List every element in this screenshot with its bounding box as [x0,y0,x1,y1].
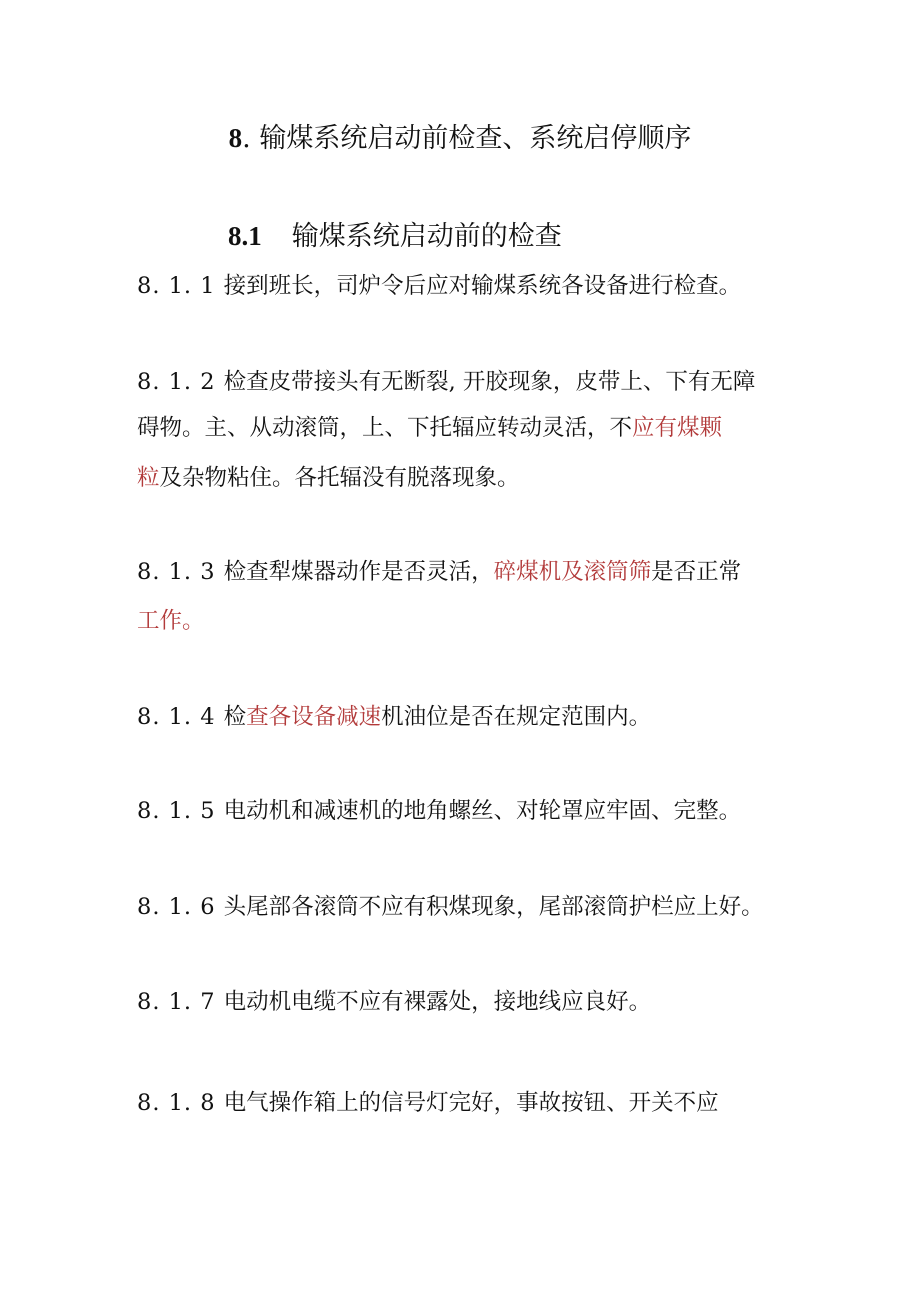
highlighted-text: 应有煤颗 [632,415,723,441]
item-8-1-2-line-2 [137,408,722,448]
section-heading [228,214,562,259]
item-8-1-3-line-1 [137,552,741,592]
highlighted-text: 粒 [137,465,160,491]
item-code: 8. 1. 8 [137,1090,216,1116]
document-title [0,116,920,161]
item-code: 8. 1. 6 [137,894,216,920]
item-text: 检查皮带接头有无断裂, 开胶现象，皮带上、下有无障 [223,369,756,395]
item-text: 头尾部各滚筒不应有积煤现象，尾部滚筒护栏应上好。 [223,894,764,920]
item-code: 8. 1. 1 [137,273,216,299]
item-text: 碍物。主、从动滚筒，上、下托辐应转动灵活，不 [137,415,633,441]
highlighted-text: 工作。 [137,608,205,634]
section-number: 8.1 [228,221,262,251]
item-8-1-5 [137,791,741,831]
item-text: 及杂物粘住。各托辐没有脱落现象。 [159,465,520,491]
title-number: 8 [228,123,243,153]
item-code: 8. 1. 5 [137,798,216,824]
item-code: 8. 1. 7 [137,989,216,1015]
item-8-1-8 [137,1083,719,1123]
item-text: 是否正常 [651,559,742,585]
item-8-1-6 [137,887,764,927]
item-text: 检查犁煤器动作是否灵活， [223,559,494,585]
item-8-1-2-line-1 [137,362,755,402]
item-8-1-7 [137,982,651,1022]
item-code: 8. 1. 4 [137,704,216,730]
item-8-1-2-line-3 [137,458,520,498]
item-code: 8. 1. 3 [137,559,216,585]
item-code: 8. 1. 2 [137,369,216,395]
item-text: 电动机和减速机的地角螺丝、对轮罩应牢固、完整。 [223,798,742,824]
highlighted-text: 查各设备减速 [246,704,382,730]
item-8-1-4 [137,697,651,737]
item-8-1-1 [137,266,741,306]
item-text: 电动机电缆不应有裸露处，接地线应良好。 [223,989,652,1015]
section-text: 输煤系统启动前的检查 [291,221,562,252]
item-text: 接到班长，司炉令后应对输煤系统各设备进行检查。 [223,273,742,299]
title-text: . 输煤系统启动前检查、系统启停顺序 [242,123,692,154]
item-8-1-3-line-2 [137,601,205,641]
item-text: 机油位是否在规定范围内。 [381,704,652,730]
item-text: 电气操作箱上的信号灯完好，事故按钮、开关不应 [223,1090,719,1116]
item-text: 检 [223,704,247,730]
highlighted-text: 碎煤机及滚筒筛 [493,559,652,585]
